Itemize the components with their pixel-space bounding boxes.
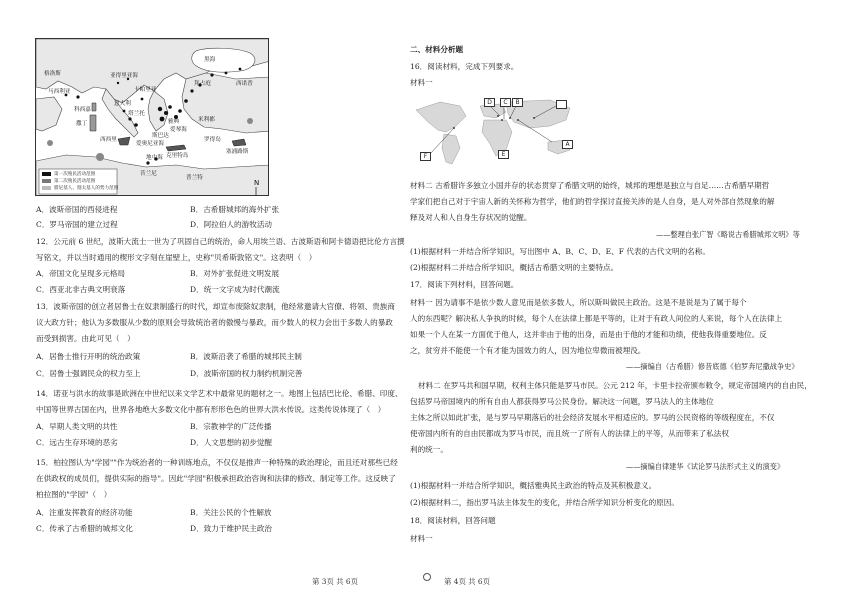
q11-option-c[interactable]: C．罗马帝国的建立过程 [36, 220, 118, 229]
world-label-a: A [562, 140, 573, 149]
map-label-massalia: 马西利亚 [48, 89, 71, 95]
q17-material1-line-3: 如果一个人在某一方面优于他人，这并非由于他的出身，而是由于他的才能和功绩，使他我得重要地位。反 [410, 330, 767, 339]
q13-option-b[interactable]: B．波斯沿袭了希腊的城邦民主制 [190, 352, 302, 361]
map-label-aegean: 爱琴海 [170, 127, 187, 133]
q11-option-d[interactable]: D．阿拉伯人的游牧活动 [190, 220, 273, 229]
q17-material2-line-1: 材料二 在罗马共和国早期，权利主体只能是罗马市民。公元 212 年，卡里卡拉帝颁布敕令，规定帝国境内的自由民， [418, 381, 812, 390]
q12-option-b[interactable]: B．对外扩张促进文明发展 [190, 269, 280, 278]
q17-material2-line-3: 主体之所以如此扩张，是与罗马早期落后的社会经济发展水平相适应的。罗马的公民资格的等级程度在，不仅 [410, 413, 775, 422]
map-label-gelos: 格洛斯 [44, 71, 61, 77]
map-label-mediterranean: 地中海 [146, 155, 163, 161]
map-label-cyrene: 昔兰尼 [140, 171, 157, 177]
q14-option-a[interactable]: A．早期人类文明的共性 [36, 422, 118, 431]
q17-material2-source: ——摘编自律建华《试论罗马法形式主义的演变》 [626, 462, 785, 471]
map-label-cyprus: 塞浦路斯 [226, 149, 249, 155]
map-label-rhodes: 罗得岛 [204, 137, 221, 143]
q17-material2-line-2: 包括罗马帝国境内的所有自由人都获得罗马公民身份。解决这一问题，罗马法人的主体地位 [410, 397, 714, 406]
q17-material1-line-4: 之，贫穷并不能使一个有才能为国效力的人，因为地位卑微而被埋没。 [410, 346, 646, 355]
map-label-sardinia: 撒丁 [76, 121, 88, 127]
map-label-crete: 克里特岛 [166, 153, 189, 159]
map-label-sinope: 西诺普 [236, 81, 253, 87]
q16-material1-label: 材料一 [410, 78, 433, 87]
q12-stem-line-1: 12．公元前 6 世纪，波斯大流士一世为了巩固自己的统治，命人用埃兰语、古波斯语和阿卡德语把比伦方言撰 [36, 237, 405, 246]
q15-option-c[interactable]: C．传承了古希腊的城邦文化 [36, 524, 133, 533]
map-label-naucratis: 普兰特 [186, 175, 203, 181]
world-label-f: F [420, 152, 431, 161]
q18-material1-label: 材料一 [410, 534, 433, 543]
q15-stem-line-1: 15．柏拉图认为"学园""作为统治者的一种训练地点，不仅仅是推声一种特殊的政治理论，而且还对那些已经 [36, 458, 398, 467]
q15-option-b[interactable]: B．关注公民的个性解放 [190, 508, 272, 517]
q12-option-a[interactable]: A．帝国文化呈现多元格局 [36, 269, 126, 278]
q13-option-a[interactable]: A．居鲁士推行开明的统治政策 [36, 352, 141, 361]
q15-option-a[interactable]: A．注重发挥教育的经济功能 [36, 508, 133, 517]
q17-material2-line-4: 使帝国内所有的自由民都成为罗马市民，而且统一了所有人的法律上的平等，从而带来了私法权 [410, 429, 729, 438]
q14-option-c[interactable]: C．远古生存环境的恶劣 [36, 438, 118, 447]
q16-requirement-1: (1)根据材料一并结合所学知识，写出图中 A、B、C、D、E、F 代表的古代文明的名称。 [410, 247, 710, 256]
q17-title: 17．阅读下列材料，回答问题。 [410, 280, 519, 289]
q17-material2-line-5: 利的统一。 [410, 445, 448, 454]
map-label-corsica: 科西嘉 [74, 107, 91, 113]
map-label-sicily: 西西里 [100, 137, 117, 143]
world-label-c: C [500, 98, 511, 107]
section-heading: 二、材料分析题 [410, 45, 464, 54]
q17-material1-line-2: 人的东西呢？解决私人争执的时候，每个人在法律上都是平等的，让对于有政人间位的人来说，每个人在法律上 [410, 314, 783, 323]
right-page [410, 0, 860, 608]
world-label-a-top [556, 100, 567, 109]
q16-material2-source: ——整理自张广智《略说古希腊城邦文明》等 [656, 230, 800, 239]
q12-stem-line-2: 写铭文，并以当时通用的楔形文字刻在崖壁上，史称"贝希斯敦铭文"。这表明（ ） [36, 253, 317, 262]
q12-option-c[interactable]: C．西亚北非古典文明衰落 [36, 285, 126, 294]
q13-stem-line-1: 13．波斯帝国的创立者居鲁士在奴隶制盛行的时代，却宣布废除奴隶制，他经常邀请大官僚、将领、贵族商 [36, 302, 395, 311]
q16-material2-line-3: 释及对人和人自身生存状况的觉醒。 [410, 213, 532, 222]
world-label-e: E [498, 150, 509, 159]
q13-stem-line-2: 议大政方针；他认为多数服从少数的原则会导致统治者的傲慢与暴政，而少数人的权力会出于多数人的暴政 [36, 318, 393, 327]
q15-option-d[interactable]: D．致力于维护民主政治 [190, 524, 273, 533]
q14-option-b[interactable]: B．宗教神学的广泛传播 [190, 422, 272, 431]
map-label-athens: 雅典 [168, 119, 180, 125]
map-label-italy: 意大利 [114, 101, 131, 107]
world-map-figure [410, 92, 582, 170]
left-page-footer: 第 3页 共 6页 [312, 577, 359, 586]
q17-material1-line-1: 材料一 因为请事不是依少数人意见而是依多数人，所以斯叫做民主政治。这是不是说是为了属于每个 [410, 298, 747, 307]
world-label-b: B [512, 98, 523, 107]
q16-title: 16．阅读材料，完成下列要求。 [410, 62, 519, 71]
q13-option-d[interactable]: D．波斯帝国的权力制约机制完善 [190, 369, 303, 378]
q15-stem-line-2: 在供政权的成员们，提供实际的指导"。因此"学园"积极承担政治咨询和法律的修改、制定等工作。这反映了 [36, 474, 396, 483]
svg-text:N: N [254, 179, 260, 187]
q18-title: 18．阅读材料，回答问题 [410, 516, 496, 525]
map-label-miletus: 米利都 [198, 117, 215, 123]
q17-requirement-2: (2)根据材料二，指出罗马法主体发生的变化，并结合所学知识分析变化的原因。 [410, 498, 679, 507]
right-page-footer: 第 4页 共 6页 [444, 577, 491, 586]
world-label-d: D [484, 98, 495, 107]
q16-material2-line-1: 材料二 古希腊许多独立小国并存的状态贯穿了希腊文明的始终，城邦的理想是独立与自足……古希腊早期哲 [410, 181, 770, 190]
q14-option-d[interactable]: D．人文思想的初步觉醒 [190, 438, 273, 447]
legend-first-colonization: 第一次殖民活动范围 [54, 172, 96, 177]
q17-material1-source: ——摘编自（古希腊）修昔底德《伯罗奔尼撒战争史》 [626, 362, 799, 371]
q16-material2-line-2: 学家们把自己对于宇宙人新的关怀称为哲学，他们的哲学探讨直接关涉的是人自身，是人对外部自然现象的解 [410, 197, 775, 206]
map-label-byzantium: 拜占庭 [194, 81, 211, 87]
map-label-adriatic: 亚得里亚海 [110, 73, 138, 79]
q15-stem-line-3: 柏拉图的"学园"（ ） [36, 490, 112, 499]
q12-option-d[interactable]: D．统一文字成为时代潮流 [190, 285, 280, 294]
legend-second-colonization: 第二次殖民活动范围 [54, 179, 96, 184]
q13-option-c[interactable]: C．居鲁士强调民众的权力至上 [36, 369, 141, 378]
map-label-capua: 卡帕里亚 [134, 87, 157, 93]
q14-stem-line-1: 14．诺亚与洪水的故事是欧洲在中世纪以来文学艺术中最常见的题材之一。地图上包括巴比伦、希腊、印度、 [36, 389, 403, 398]
q14-stem-line-2: 中国等世界古国在内，世界各地绝大多数文化中都有形形色色的世界大洪水传说。这类传说体现了（ ） [36, 405, 386, 414]
legend-phoenician: 腓尼基人、迦太基人的势力范围 [54, 186, 119, 191]
greek-colonization-map [35, 38, 269, 196]
q16-requirement-2: (2)根据材料二并结合所学知识，概括古希腊文明的主要特点。 [410, 263, 619, 272]
map-label-black-sea: 黑海 [204, 57, 216, 63]
q11-option-a[interactable]: A．波斯帝国的西侵进程 [36, 205, 118, 214]
q17-requirement-1: (1)根据材料一并结合所学知识，概括雅典民主政治的特点及其积极意义。 [410, 481, 657, 490]
q13-stem-line-3: 而受到损害。由此可见（ ） [36, 334, 135, 343]
map-label-ionian: 爱奥尼亚海 [136, 141, 164, 147]
map-label-taranto: 塔兰托 [128, 111, 145, 117]
q11-option-b[interactable]: B．古希腊城邦的海外扩张 [190, 205, 280, 214]
map-label-sparta: 斯巴达 [152, 133, 169, 139]
